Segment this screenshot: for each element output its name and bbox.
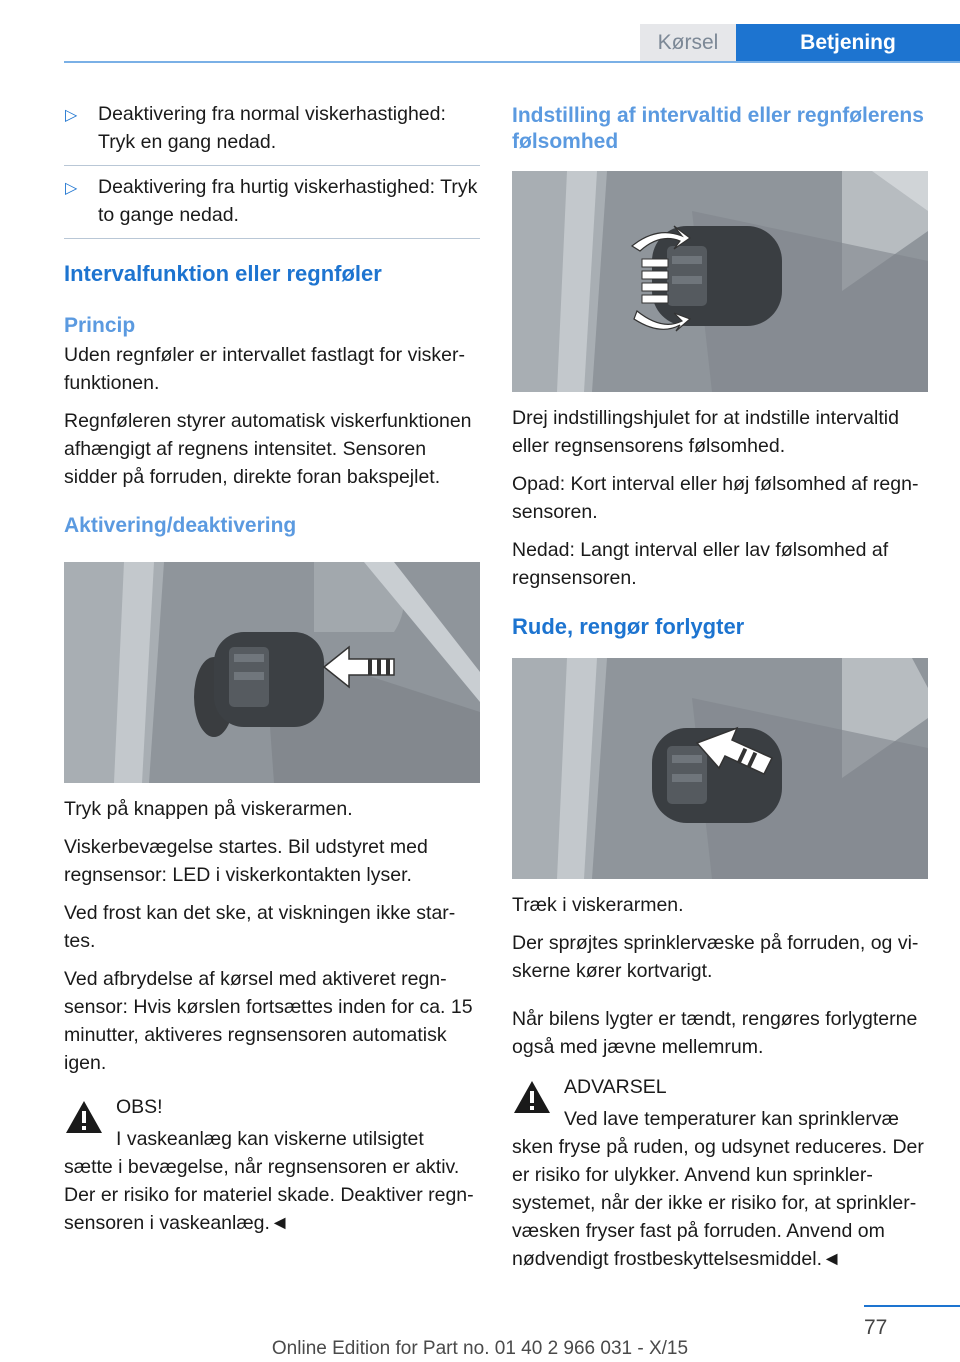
warning-triangle-icon: [512, 1079, 552, 1115]
list-item: [64, 100, 480, 166]
left-column: [64, 100, 480, 1247]
heading-princip: Princip: [64, 314, 136, 337]
triangle-bullet-icon: ▷: [65, 180, 78, 197]
wiper-button-illustration: [64, 562, 480, 783]
paragraph: Regnføleren styrer automatisk viskerfunktionen afhængigt af regnens intensitet. Sensoren sidder på forruden, direkte foran bakspejlet.: [64, 410, 472, 488]
warning-box: [512, 1073, 928, 1273]
wiper-pull-illustration: [512, 658, 928, 879]
list-item: [64, 173, 480, 239]
warning-text: sken fryse på ruden, og udsynet reduceres. Der er risiko for ulykker. Anvend kun sprinklersystemet, når der ikke er risiko for, at sprinklervæsken fryser fast på forruden. Anvend om nødvendigt frostbeskyttelsesmiddel.◄: [512, 1136, 924, 1270]
list-item-text: Deaktivering fra hurtig viskerhastighed: Tryk to gange nedad.: [98, 176, 478, 226]
paragraph: Tryk på knappen på viskerarmen.: [64, 798, 353, 820]
warning-text: sætte i bevægelse, når regnsensoren er aktiv. Der er risiko for materiel skade. Deaktiver regnsensoren i vaskeanlæg.◄: [64, 1156, 474, 1234]
list-item-text: Deaktivering fra normal viskerhastighed: Tryk en gang nedad.: [98, 103, 446, 153]
page-number: 77: [864, 1316, 888, 1339]
warning-text: I vaskeanlæg kan viskerne utilsigtet: [116, 1128, 424, 1150]
heading-intervalfunktion: Intervalfunktion eller regnføler: [64, 261, 382, 286]
edition-footer: Online Edition for Part no. 01 40 2 966 031 - X/15: [271, 1338, 689, 1359]
warning-title: ADVARSEL: [564, 1076, 667, 1098]
paragraph: Uden regnføler er intervallet fastlagt for viskerfunktionen.: [64, 344, 465, 394]
page-header: [0, 0, 960, 62]
warning-triangle-icon: [64, 1099, 104, 1135]
section-tab-korsel[interactable]: Kørsel: [640, 24, 736, 62]
header-rule: [64, 61, 960, 63]
paragraph: Ved afbrydelse af kørsel med aktiveret regnsensor: Hvis kørslen fortsættes inden for ca. 15 minutter, aktiveres regnsensoren automatisk igen.: [64, 968, 473, 1074]
paragraph: Træk i viskerarmen.: [512, 894, 684, 916]
paragraph: Opad: Kort interval eller høj følsomhed af regnsensoren.: [512, 473, 919, 523]
heading-indstilling: Indstilling af intervaltid eller regnfølerens følsomhed: [512, 104, 924, 153]
triangle-bullet-icon: ▷: [65, 107, 78, 124]
footer-rule: [864, 1305, 960, 1307]
warning-title: OBS!: [116, 1096, 163, 1118]
warning-text: Ved lave temperaturer kan sprinklervæ: [564, 1108, 899, 1130]
warning-box: [64, 1093, 480, 1237]
heading-rude: Rude, rengør forlygter: [512, 614, 745, 639]
section-tab-betjening[interactable]: Betjening: [736, 24, 960, 62]
paragraph: Drej indstillingshjulet for at indstille intervaltid eller regnsensorens følsomhed.: [512, 407, 899, 457]
paragraph: Nedad: Langt interval eller lav følsomhed af regnsensoren.: [512, 539, 889, 589]
paragraph: Viskerbevægelse startes. Bil udstyret med regnsensor: LED i viskerkontakten lyser.: [64, 836, 428, 886]
paragraph: Der sprøjtes sprinklervæske på forruden, og viskerne kører kortvarigt.: [512, 932, 919, 982]
paragraph: Når bilens lygter er tændt, rengøres forlygterne også med jævne mellemrum.: [512, 1008, 918, 1058]
right-column: [512, 100, 928, 1283]
paragraph: Ved frost kan det ske, at viskningen ikke startes.: [64, 902, 456, 952]
heading-aktivering: Aktivering/deaktivering: [64, 514, 297, 537]
adjustment-wheel-illustration: [512, 171, 928, 392]
